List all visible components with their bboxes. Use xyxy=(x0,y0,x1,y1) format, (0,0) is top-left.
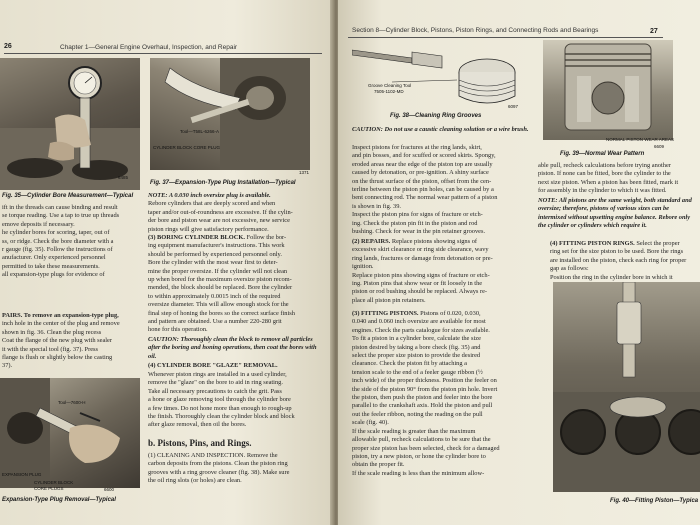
bore-gauge-image xyxy=(0,58,140,190)
middle-column-text-1: NOTE: A 0.030 inch oversize plug is available. Rebore cylinders that are deeply scored and when taper and/or out-of-roundness are excessive. If the cylin- der bore and piston wear are not excessive, new service piston rings will give satisfactory performance. xyxy=(148,192,293,233)
fitting-pistons-heading: (3) FITTING PISTONS. xyxy=(352,310,419,317)
caution-caustic: CAUTION: Do not use a caustic cleaning solution or a wire brush. xyxy=(352,126,529,133)
fig39-number: 6609 xyxy=(654,144,665,149)
boring-section: (3) BORING CYLINDER BLOCK. Follow the bor- ing equipment manufacturer's instructions. This work should be performed by experienced personnel only. Bore the cylinder with the most wear first to deter- mine the proper oversize. If the cylinder will not clean up when bored for the maximum oversize piston recom- mended, the block should be replaced. Bore the cylinder to within approximately 0.0015 inch of the required oversize diameter. This will allow enough stock for the final step of honing the bores so the correct surface finish and pattern are obtained. Use a number 220-280 grit hone for this operation. xyxy=(148,234,295,334)
page-number-right: 27 xyxy=(650,28,658,35)
header-rule-left xyxy=(4,53,322,54)
inspection-text: Inspect pistons for fractures at the ring lands, skirt, and pin bosses, and for scuffed or scored skirts. Spongy, eroded areas near the edge of the piston top are usually caused by detonation, or pre-ignition. A shiny surface on the thrust surface of the piston, offset from the cen- terline between the piston pin holes, can be caused by a bent connecting rod. The normal wear pattern of a piston is shown in fig. 39. Inspect the piston pins for signs of fracture or etch- ing. Check the piston pin fit in the piston and rod bushing. Check for wear in the pin retainer grooves. xyxy=(352,144,498,236)
fig38-number: 6097 xyxy=(508,104,519,109)
section-b-heading: b. Pistons, Pins, and Rings. xyxy=(148,438,252,448)
fig35-photo xyxy=(0,58,140,190)
fig37-caption: Fig. 37—Expansion-Type Plug Installation—Typical xyxy=(150,180,296,186)
fig35-number: 6485 xyxy=(118,175,129,180)
fitting-rings-heading: (4) FITTING PISTON RINGS. xyxy=(550,240,635,247)
fig36-tool-label: Tool—7600-H xyxy=(58,400,86,405)
page-number-left: 26 xyxy=(4,43,12,50)
fig37-plug-label: CYLINDER BLOCK CORE PLUG xyxy=(153,145,221,150)
fig35-caption: Fig. 35—Cylinder Bore Measurement—Typical xyxy=(2,193,134,199)
fig38-tool-number: 7505-1102-MD xyxy=(374,89,404,94)
fig38-caption: Fig. 38—Cleaning Ring Grooves xyxy=(390,113,482,119)
fig40-caption: Fig. 40—Fitting Piston—Typica xyxy=(610,498,699,504)
repairs-section: (2) REPAIRS. Replace pistons showing signs of excessive skirt clearance or ring side clearance, wavy ring lands, fractures or damage from detonation or pre- ignition. Replace piston pins showing signs of fracture or etch- ing. Piston pins that show wear or fit loosely in the piston or rod bushing should be replaced. Always re- place all piston pin retainers. xyxy=(352,238,493,304)
running-header-left: Chapter 1—General Engine Overhaul, Inspection, and Repair xyxy=(60,44,238,51)
column2-text: able pull, recheck calculations before trying another piston. If none can be fitted, bore the cylinder to the next size piston. When a piston has been fitted, mark it for assembly in the cylinder to which it was fitted. xyxy=(538,162,679,195)
fitting-pistons-section: (3) FITTING PISTONS. Pistons of 0.020, 0.030, 0.040 and 0.060 inch oversize are available for most engines. Check the parts catalogue for sizes available. To fit a piston in a cylinder bore, calculate the size piston desired by taking a bore check (fig. 35) and select the proper size piston to provide the desired clearance. Check the piston fit by attaching a tension scale to the end of a feeler gauge ribbon (½ inch wide) of the proper thickness. Position the feeler on the side of the piston 90° from the piston pin hole. Invert the piston, then push the piston and feeler into the bore parallel to the crankshaft axis. Hold the piston and pull out the feeler ribbon, noting the reading on the pull scale (fig. 40). If the scale reading is greater than the maximum allowable pull, recheck calculations to be sure that the proper size piston has been selected, check for a damaged piston, try a new piston, or hone the cylinder bore to obtain the proper fit. If the scale reading is less than the minimum allow- xyxy=(352,310,500,477)
plug-installation-image xyxy=(150,58,310,170)
fitting-rings-section: (4) FITTING PISTON RINGS. Select the proper ring set for the size piston to be used. Bore the rings are installed on the piston, check each ring for proper gap as follows: Position the ring in the cylinder bore in which it xyxy=(550,240,687,281)
fig37-number: 1371 xyxy=(299,170,310,175)
glaze-text: Whenever piston rings are installed in a used cylinder, remove the "glaze" on the bore to aid in ring seating. Take all necessary precautions to catch the grit. Pass a hone or glaze removing tool through the cylinder bore a few times. Do not hone more than enough to rough-up the finish. Thoroughly clean the cylinder block and block after glaze removal, then oil the bores. xyxy=(148,371,295,429)
caution-boring: CAUTION: Thoroughly clean the block to remove all particles after the boring and honing operations, then coat the bores with oil. xyxy=(148,336,317,360)
header-rule-right xyxy=(348,37,663,38)
fig39-photo xyxy=(543,40,673,140)
fig37-tool-label: Tool—T58L-6266-A xyxy=(180,129,220,134)
piston-fitting-image xyxy=(553,282,700,492)
left-page xyxy=(0,0,335,525)
right-page xyxy=(338,0,700,525)
fig40-photo xyxy=(553,282,700,492)
repairs-heading: (2) REPAIRS. xyxy=(352,238,391,245)
fig36-core-label: CYLINDER BLOCK CORE PLUGS xyxy=(34,480,74,491)
boring-heading: (3) BORING CYLINDER BLOCK. xyxy=(148,234,245,241)
fig39-label: NORMAL PISTON WEAR AREAS xyxy=(606,137,675,142)
fig36-plug-label: EXPANSION PLUG xyxy=(2,472,42,477)
running-header-right: Section 8—Cylinder Block, Pistons, Piston Rings, and Connecting Rods and Bearings xyxy=(352,27,599,34)
piston-wear-image xyxy=(543,40,673,140)
fig38-drawing xyxy=(352,42,522,108)
glaze-heading: (4) CYLINDER BORE "GLAZE" REMOVAL. xyxy=(148,362,278,369)
fig36-caption: Expansion-Type Plug Removal—Typical xyxy=(2,497,116,503)
left-column-text-2: PAIRS. To remove an expansion-type plug, inch hole in the center of the plug and remove shown in fig. 36. Clean the plug recess Coat the flange of the new plug with sealer it with the special tool (fig. 37). Press flange is flush or slightly below the casting 37). xyxy=(2,312,120,370)
cleaning-text: (1) CLEANING AND INSPECTION. Remove the carbon deposits from the pistons. Clean the piston ring grooves with a ring groove cleaner (fig. 38). Make sure the oil ring slots (or holes) are clean. xyxy=(148,452,290,485)
note-piston-weight: NOTE: All pistons are the same weight, both standard and oversize; therefore, pistons of various sizes can be intermixed without upsetting engine balance. Rebore only the cylinder or cylinders which require it. xyxy=(538,197,692,230)
fig37-photo xyxy=(150,58,310,170)
fig39-caption: Fig. 39—Normal Wear Pattern xyxy=(560,151,645,157)
fig38-tool-label: Groove Cleaning Tool xyxy=(368,83,412,88)
left-column-text-1: ift in the threads can cause binding and result se torque reading. Use a tap to true up threads emove deposits if necessary. he cylinder bores for scoring, taper, out of ss, or ridge. Check the bore diameter with a r gauge (fig. 35). Follow the instructions of anufacturer. Only experienced personnel permitted to take these measurements. all expansion-type plugs for evidence of xyxy=(2,204,120,279)
ring-groove-cleaner-drawing xyxy=(352,42,522,108)
fig36-number: 6600 xyxy=(104,487,115,492)
